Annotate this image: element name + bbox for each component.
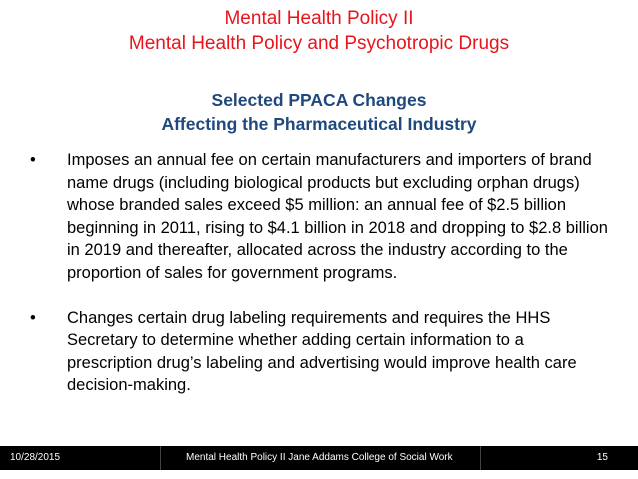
footer-center-text: Mental Health Policy II Jane Addams College of Social Work bbox=[186, 452, 453, 463]
title-line-1: Mental Health Policy II bbox=[224, 8, 414, 29]
footer-date: 10/28/2015 bbox=[10, 452, 61, 463]
bullet-item bbox=[30, 307, 610, 397]
footer-bar bbox=[0, 446, 638, 470]
bullet-text: Changes certain drug labeling requirements and requires the HHS Secretary to determine whether adding certain information to a prescription drug’s labeling and advertising would improve health care decision-making. bbox=[67, 308, 577, 395]
slide-title bbox=[0, 6, 638, 56]
footer-divider bbox=[480, 446, 481, 470]
subtitle-line-1: Selected PPACA Changes bbox=[211, 90, 427, 110]
bullet-text: Imposes an annual fee on certain manufacturers and importers of brand name drugs (including biological products but excluding orphan drugs) whose branded sales exceed $5 million: an annual fee of $2.5 billion beginning in 2011, rising to $4.1 billion in 2018 and dropping to $2.8 billion in 2019 and thereafter, allocated across the industry according to the proportion of sales for government programs. bbox=[67, 151, 608, 282]
bullet-list bbox=[30, 149, 610, 419]
footer-page-number: 15 bbox=[596, 452, 608, 463]
bullet-item bbox=[30, 149, 610, 285]
subtitle-line-2: Affecting the Pharmaceutical Industry bbox=[161, 114, 477, 134]
title-line-2: Mental Health Policy and Psychotropic Drugs bbox=[128, 33, 510, 54]
slide-subtitle bbox=[0, 88, 638, 136]
bullet-dot-icon: • bbox=[30, 151, 36, 169]
bullet-dot-icon: • bbox=[30, 308, 36, 327]
footer-divider bbox=[160, 446, 161, 470]
